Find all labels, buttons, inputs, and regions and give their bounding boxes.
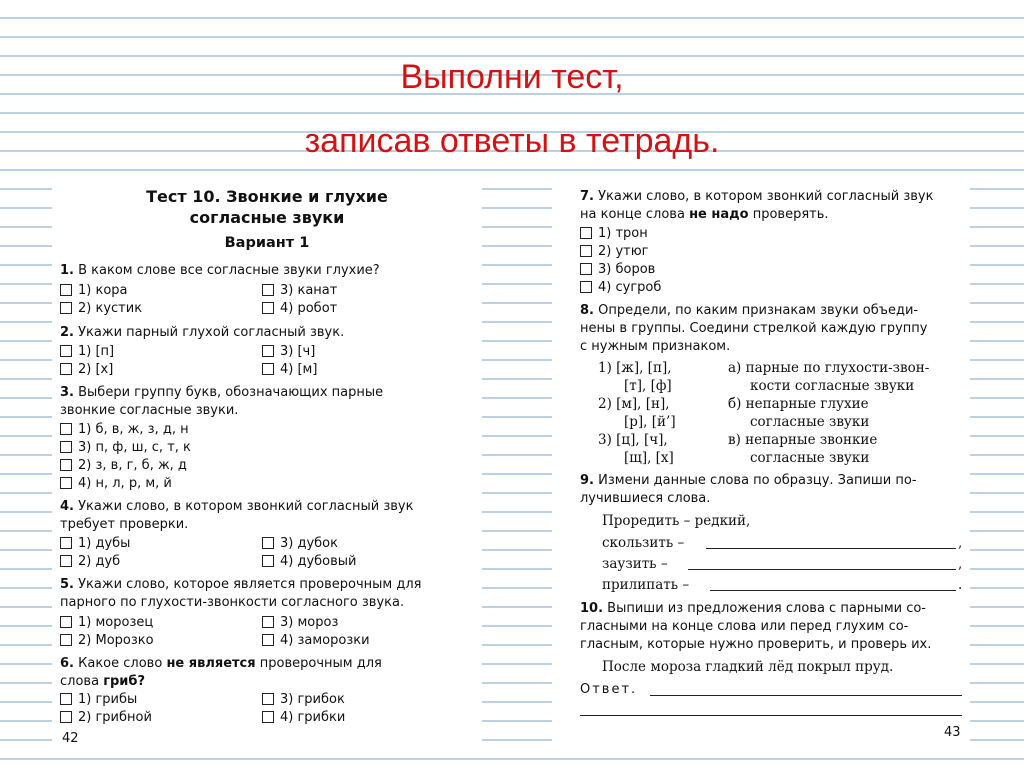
- slide-title-line1: Выполни тест,: [400, 58, 624, 96]
- option-label: 3) дубок: [280, 536, 338, 551]
- feature-label: в) непарные звонкие: [728, 432, 878, 448]
- feature-label: согласные звуки: [750, 414, 870, 430]
- answer-checkbox[interactable]: [60, 634, 72, 646]
- answer-checkbox[interactable]: [262, 284, 274, 296]
- option-row[interactable]: [262, 282, 337, 300]
- answer-checkbox[interactable]: [262, 634, 274, 646]
- test-title-line1: Тест 10. Звонкие и глухие: [146, 187, 388, 206]
- question-number: 1.: [60, 263, 74, 278]
- option-row[interactable]: [262, 361, 317, 379]
- option-label: 2) Морозко: [78, 633, 154, 648]
- question-text: проверочным для: [259, 656, 382, 671]
- page-number: 43: [944, 725, 961, 740]
- question-8: [580, 302, 918, 320]
- page-number: 42: [62, 731, 79, 746]
- answer-checkbox[interactable]: [60, 302, 72, 314]
- option-row[interactable]: [60, 691, 137, 709]
- feature-label: согласные звуки: [750, 450, 870, 466]
- question-text: Укажи слово, в котором звонкий согласный звук: [78, 499, 414, 514]
- option-label: 3) [ч]: [280, 344, 316, 359]
- question-text-bold: не надо: [689, 207, 749, 222]
- answer-checkbox[interactable]: [580, 245, 592, 257]
- feature-label: а) парные по глухости-звон-: [728, 360, 930, 376]
- sentence: После мороза гладкий лёд покрыл пруд.: [602, 659, 894, 675]
- option-row[interactable]: [60, 300, 142, 318]
- answer-checkbox[interactable]: [580, 281, 592, 293]
- question-text-cont: с нужным признаком.: [580, 339, 731, 354]
- question-3: [60, 384, 383, 402]
- question-number: 3.: [60, 385, 74, 400]
- question-text: проверять.: [752, 207, 829, 222]
- answer-checkbox[interactable]: [262, 711, 274, 723]
- option-row[interactable]: [580, 243, 649, 261]
- question-2: [60, 324, 344, 342]
- option-row[interactable]: [262, 614, 338, 632]
- option-label: 1) б, в, ж, з, д, н: [78, 422, 189, 437]
- answer-checkbox[interactable]: [262, 693, 274, 705]
- option-row[interactable]: [60, 553, 120, 571]
- option-row[interactable]: [580, 261, 655, 279]
- question-1: [60, 262, 380, 280]
- answer-checkbox[interactable]: [60, 555, 72, 567]
- question-5: [60, 576, 421, 594]
- answer-line[interactable]: [580, 703, 962, 716]
- question-text-bold: не является: [166, 656, 256, 671]
- option-row[interactable]: [262, 553, 357, 571]
- option-row[interactable]: [60, 709, 152, 727]
- option-label: 4) заморозки: [280, 633, 370, 648]
- question-9: [580, 472, 917, 490]
- answer-checkbox[interactable]: [60, 423, 72, 435]
- answer-checkbox[interactable]: [60, 537, 72, 549]
- question-number: 6.: [60, 656, 74, 671]
- question-10: [580, 600, 926, 618]
- option-label: 2) з, в, г, б, ж, д: [78, 458, 187, 473]
- answer-checkbox[interactable]: [60, 363, 72, 375]
- option-label: 2) утюг: [598, 244, 649, 259]
- answer-checkbox[interactable]: [262, 345, 274, 357]
- word-row: [602, 534, 684, 552]
- option-row[interactable]: [262, 535, 338, 553]
- answer-checkbox[interactable]: [60, 477, 72, 489]
- question-number: 7.: [580, 189, 594, 204]
- sound-group: 3) [ц], [ч],: [598, 432, 668, 448]
- option-label: 1) дубы: [78, 536, 131, 551]
- question-text-cont: требует проверки.: [60, 517, 189, 532]
- question-text-cont: [60, 673, 145, 691]
- question-text: В каком слове все согласные звуки глухие?: [78, 263, 380, 278]
- word-label: скользить –: [602, 535, 685, 551]
- option-label: 2) [х]: [78, 362, 114, 377]
- question-text: Определи, по каким признакам звуки объеди-: [598, 303, 919, 318]
- option-label: 4) дубовый: [280, 554, 357, 569]
- option-row[interactable]: [262, 709, 345, 727]
- feature-label: б) непарные глухие: [728, 396, 869, 412]
- option-label: 1) морозец: [78, 615, 154, 630]
- question-text: Выпиши из предложения слова с парными со-: [607, 601, 926, 616]
- word-label: заузить –: [602, 556, 668, 572]
- question-6: [60, 655, 382, 673]
- answer-checkbox[interactable]: [60, 441, 72, 453]
- option-label: 1) трон: [598, 226, 648, 241]
- sound-group: [т], [ф]: [624, 378, 672, 394]
- option-row[interactable]: [60, 632, 154, 650]
- question-4: [60, 498, 413, 516]
- option-label: 2) дуб: [78, 554, 121, 569]
- answer-checkbox[interactable]: [60, 284, 72, 296]
- option-row[interactable]: [60, 343, 114, 361]
- question-text-cont: парного по глухости-звонкости согласного звука.: [60, 595, 405, 610]
- option-row[interactable]: [262, 691, 345, 709]
- answer-checkbox[interactable]: [580, 263, 592, 275]
- option-row[interactable]: [262, 343, 315, 361]
- sound-group: 2) [м], [н],: [598, 396, 670, 412]
- option-row[interactable]: [60, 282, 128, 300]
- word-row: [602, 555, 668, 573]
- answer-line[interactable]: [688, 557, 956, 570]
- question-text-cont: лучившиеся слова.: [580, 491, 711, 506]
- option-label: 3) канат: [280, 283, 338, 298]
- answer-line[interactable]: [706, 536, 956, 549]
- option-label: 4) н, л, р, м, й: [78, 476, 172, 491]
- option-label: 1) кора: [78, 283, 128, 298]
- question-text: Укажи слово, которое является проверочным для: [78, 577, 422, 592]
- answer-line[interactable]: [650, 683, 962, 696]
- question-text: Выбери группу букв, обозначающих парные: [78, 385, 384, 400]
- option-row[interactable]: [262, 632, 370, 650]
- option-row[interactable]: [60, 439, 191, 457]
- option-label: 1) грибы: [78, 692, 138, 707]
- test-title-line2: согласные звуки: [189, 208, 345, 227]
- question-text: Укажи слово, в котором звонкий согласный звук: [598, 189, 934, 204]
- word-label: прилипать –: [602, 577, 690, 593]
- option-row[interactable]: [262, 300, 337, 318]
- option-label: 4) грибки: [280, 710, 346, 725]
- punctuation: .: [958, 577, 963, 593]
- question-text: на конце слова: [580, 207, 685, 222]
- answer-checkbox[interactable]: [262, 363, 274, 375]
- option-row[interactable]: [60, 361, 113, 379]
- answer-checkbox[interactable]: [60, 345, 72, 357]
- option-label: 3) грибок: [280, 692, 345, 707]
- answer-checkbox[interactable]: [60, 711, 72, 723]
- option-label: 2) кустик: [78, 301, 143, 316]
- answer-checkbox[interactable]: [60, 693, 72, 705]
- option-row[interactable]: [60, 475, 172, 493]
- question-text: слова: [60, 674, 100, 689]
- right-page: [552, 178, 970, 752]
- option-row[interactable]: [60, 457, 187, 475]
- option-row[interactable]: [60, 421, 189, 439]
- option-row[interactable]: [580, 279, 661, 297]
- question-text: Какое слово: [78, 656, 163, 671]
- question-number: 9.: [580, 473, 594, 488]
- question-text: Измени данные слова по образцу. Запиши по-: [598, 473, 917, 488]
- answer-checkbox[interactable]: [60, 616, 72, 628]
- punctuation: ,: [958, 535, 963, 551]
- question-number: 2.: [60, 325, 74, 340]
- answer-checkbox[interactable]: [262, 537, 274, 549]
- sound-group: 1) [ж], [п],: [598, 360, 672, 376]
- option-label: 3) п, ф, ш, с, т, к: [78, 440, 191, 455]
- answer-checkbox[interactable]: [262, 616, 274, 628]
- question-text-cont: гласными на конце слова или перед глухим со-: [580, 619, 909, 634]
- question-number: 8.: [580, 303, 594, 318]
- question-text-cont: гласным, которые нужно проверить, и проверь их.: [580, 637, 932, 652]
- word-row: [602, 576, 689, 594]
- question-text-cont: [580, 206, 829, 224]
- option-label: 1) [п]: [78, 344, 115, 359]
- question-text-cont: нены в группы. Соедини стрелкой каждую группу: [580, 321, 928, 336]
- question-7: [580, 188, 933, 206]
- sound-group: [р], [й’]: [624, 414, 676, 430]
- sound-group: [щ], [х]: [624, 450, 674, 466]
- question-number: 5.: [60, 577, 74, 592]
- option-label: 3) мороз: [280, 615, 339, 630]
- question-text-cont: звонкие согласные звуки.: [60, 403, 239, 418]
- punctuation: ,: [958, 556, 963, 572]
- option-label: 4) робот: [280, 301, 338, 316]
- variant-label: Вариант 1: [224, 235, 310, 251]
- answer-checkbox[interactable]: [262, 555, 274, 567]
- option-label: 2) грибной: [78, 710, 152, 725]
- answer-checkbox[interactable]: [262, 302, 274, 314]
- answer-label: Ответ.: [580, 682, 638, 697]
- feature-label: кости согласные звуки: [750, 378, 915, 394]
- left-page: [52, 178, 482, 752]
- question-text: Укажи парный глухой согласный звук.: [78, 325, 345, 340]
- answer-checkbox[interactable]: [580, 227, 592, 239]
- option-label: 4) [м]: [280, 362, 318, 377]
- option-label: 3) боров: [598, 262, 656, 277]
- option-row[interactable]: [60, 535, 130, 553]
- question-text-bold: гриб?: [103, 674, 146, 689]
- question-number: 10.: [580, 601, 604, 616]
- option-row[interactable]: [60, 614, 153, 632]
- answer-line[interactable]: [710, 578, 956, 591]
- option-row[interactable]: [580, 225, 648, 243]
- slide-title-line2: записав ответы в тетрадь.: [304, 122, 720, 160]
- option-label: 4) сугроб: [598, 280, 662, 295]
- question-number: 4.: [60, 499, 74, 514]
- sample-text: Проредить – редкий,: [602, 513, 751, 529]
- answer-checkbox[interactable]: [60, 459, 72, 471]
